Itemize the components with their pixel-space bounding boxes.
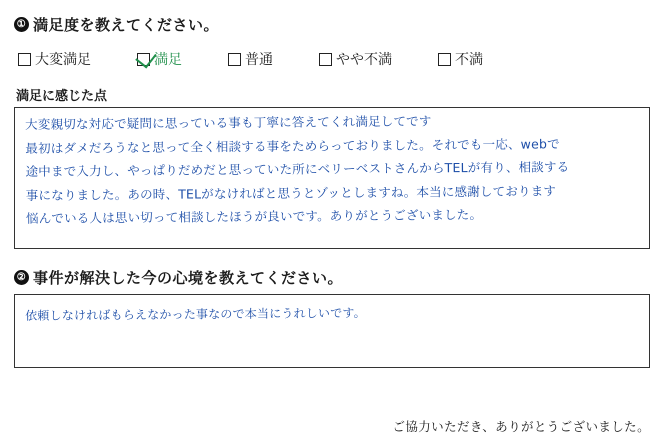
- choice-dissatisfied[interactable]: [438, 49, 483, 69]
- question-2-answer-box[interactable]: [14, 294, 650, 368]
- checkbox-very-satisfied[interactable]: [18, 53, 31, 66]
- question-1-number: ①: [14, 17, 29, 32]
- question-2-number: ②: [14, 270, 29, 285]
- satisfaction-choices: [14, 49, 650, 69]
- checkbox-satisfied[interactable]: [137, 53, 150, 66]
- choice-satisfied[interactable]: [137, 49, 182, 69]
- question-1-heading: [14, 14, 650, 35]
- question-1-text: 満足度を教えてください。: [33, 17, 220, 34]
- question-1-answer-box[interactable]: [14, 107, 650, 249]
- choice-label-somewhat-dissatisfied: やや不満: [336, 51, 392, 67]
- choice-neutral[interactable]: [228, 49, 273, 69]
- choice-label-satisfied: 満足: [154, 51, 182, 67]
- choice-somewhat-dissatisfied[interactable]: [319, 49, 392, 69]
- choice-label-neutral: 普通: [245, 51, 273, 67]
- choice-label-very-satisfied: 大変満足: [35, 51, 91, 67]
- checkbox-neutral[interactable]: [228, 53, 241, 66]
- choice-label-dissatisfied: 不満: [455, 51, 483, 67]
- checkbox-dissatisfied[interactable]: [438, 53, 451, 66]
- question-1-sub-label: 満足に感じた点: [16, 88, 108, 103]
- question-2-text: 事件が解決した今の心境を教えてください。: [33, 270, 344, 287]
- thank-you-note: ご協力いただき、ありがとうございました。: [392, 420, 650, 434]
- question-1-answer-text: 大変親切な対応で疑問に思っている事も丁寧に答えてくれ満足してです 最初はダメだろうなと思って全く相談する事をためらっておりました。それでも一応、webで 途中まで入力し、やっぱりだめだと思っていた所にベリーベストさんからTELが有り、相談する 事になりました。あの時、TELがなければと思うとゾッとしますね。本当に感謝しております 悩んでいる人は思い切って相談したほうが良いです。ありがとうございました。: [25, 113, 570, 226]
- choice-very-satisfied[interactable]: [18, 49, 91, 69]
- question-2-heading: [14, 267, 650, 288]
- question-2-answer-text: 依頼しなければもらえなかった事なので本当にうれしいです。: [25, 305, 366, 323]
- checkbox-somewhat-dissatisfied[interactable]: [319, 53, 332, 66]
- question-2-block: [14, 267, 650, 368]
